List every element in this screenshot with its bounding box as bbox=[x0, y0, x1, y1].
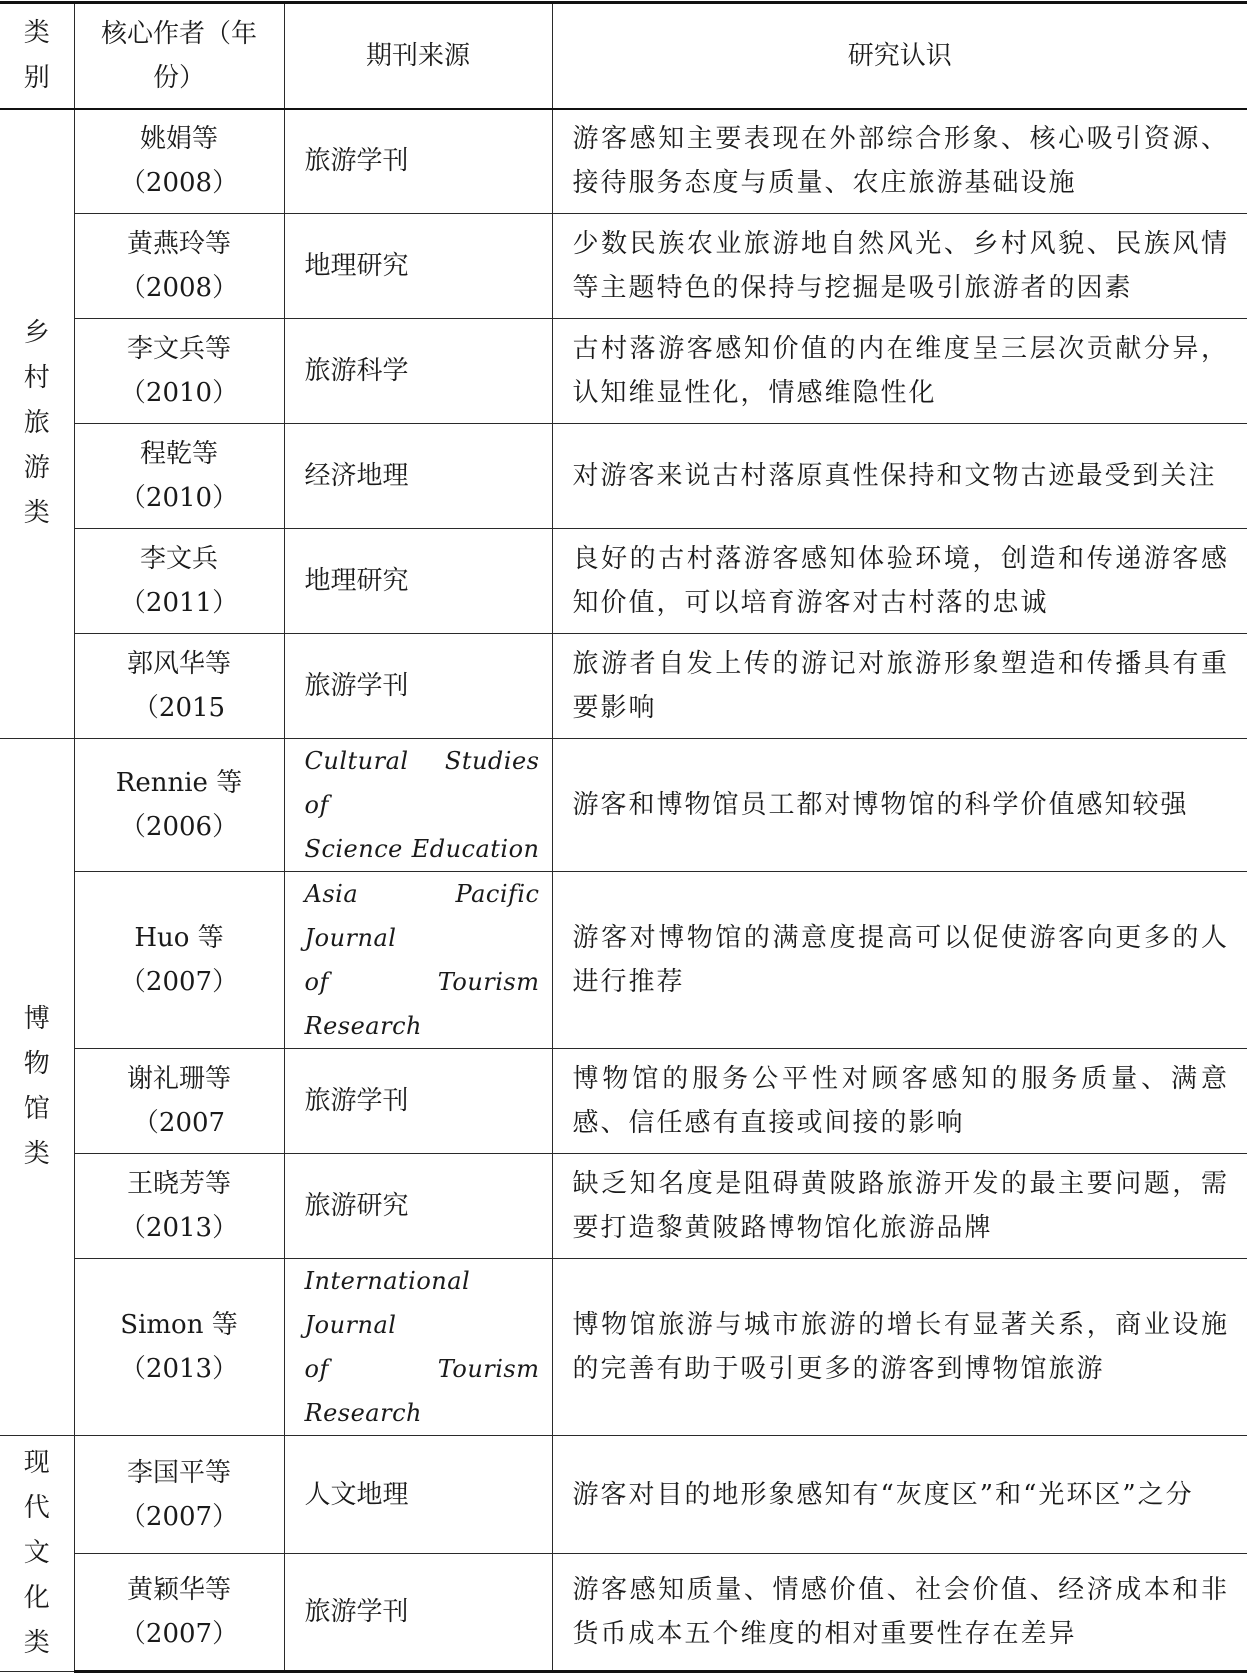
source-cell: 旅游研究 bbox=[284, 1154, 552, 1259]
header-row bbox=[0, 3, 1247, 109]
author-cell: 王晓芳等 （2013） bbox=[74, 1154, 284, 1259]
finding-cell: 古村落游客感知价值的内在维度呈三层次贡献分异，认知维显性化，情感维隐性化 bbox=[552, 319, 1247, 424]
source-cell: 经济地理 bbox=[284, 424, 552, 529]
author-cell: 黄燕玲等 （2008） bbox=[74, 214, 284, 319]
author-cell: 李国平等 （2007） bbox=[74, 1436, 284, 1554]
header-finding: 研究认识 bbox=[552, 3, 1247, 109]
author-cell: 谢礼珊等 （2007 bbox=[74, 1049, 284, 1154]
finding-cell: 博物馆旅游与城市旅游的增长有显著关系，商业设施的完善有助于吸引更多的游客到博物馆旅游 bbox=[552, 1259, 1247, 1436]
author-cell: 程乾等 （2010） bbox=[74, 424, 284, 529]
finding-cell: 博物馆的服务公平性对顾客感知的服务质量、满意感、信任感有直接或间接的影响 bbox=[552, 1049, 1247, 1154]
table-row bbox=[0, 634, 1247, 739]
header-author: 核心作者（年份） bbox=[74, 3, 284, 109]
finding-cell: 游客感知主要表现在外部综合形象、核心吸引资源、接待服务态度与质量、农庄旅游基础设施 bbox=[552, 109, 1247, 214]
finding-cell: 良好的古村落游客感知体验环境，创造和传递游客感知价值，可以培育游客对古村落的忠诚 bbox=[552, 529, 1247, 634]
table-row bbox=[0, 1554, 1247, 1672]
source-cell: Cultural Studies of Science Education bbox=[284, 739, 552, 872]
category-cell-modern-culture: 现代文化类 bbox=[0, 1436, 74, 1672]
table-row bbox=[0, 319, 1247, 424]
finding-cell: 对游客来说古村落原真性保持和文物古迹最受到关注 bbox=[552, 424, 1247, 529]
finding-cell: 游客和博物馆员工都对博物馆的科学价值感知较强 bbox=[552, 739, 1247, 872]
source-cell: 旅游学刊 bbox=[284, 109, 552, 214]
author-cell: 李文兵 （2011） bbox=[74, 529, 284, 634]
finding-cell: 游客对博物馆的满意度提高可以促使游客向更多的人进行推荐 bbox=[552, 872, 1247, 1049]
source-cell: 地理研究 bbox=[284, 529, 552, 634]
header-source: 期刊来源 bbox=[284, 3, 552, 109]
source-cell: 旅游学刊 bbox=[284, 634, 552, 739]
author-cell: 黄颖华等 （2007） bbox=[74, 1554, 284, 1672]
author-cell: Huo 等 （2007） bbox=[74, 872, 284, 1049]
table-row bbox=[0, 1436, 1247, 1554]
finding-cell: 游客感知质量、情感价值、社会价值、经济成本和非货币成本五个维度的相对重要性存在差异 bbox=[552, 1554, 1247, 1672]
category-cell-rural: 乡村旅游类 bbox=[0, 109, 74, 739]
table-row bbox=[0, 214, 1247, 319]
table-row bbox=[0, 529, 1247, 634]
author-cell: 李文兵等 （2010） bbox=[74, 319, 284, 424]
finding-cell: 缺乏知名度是阻碍黄陂路旅游开发的最主要问题，需要打造黎黄陂路博物馆化旅游品牌 bbox=[552, 1154, 1247, 1259]
source-cell: 旅游科学 bbox=[284, 319, 552, 424]
header-category: 类别 bbox=[0, 3, 74, 109]
author-cell: 姚娟等 （2008） bbox=[74, 109, 284, 214]
table-row bbox=[0, 872, 1247, 1049]
literature-table bbox=[0, 1, 1247, 1673]
author-cell: 郭风华等 （2015 bbox=[74, 634, 284, 739]
source-cell: Asia Pacific Journal of Tourism Research bbox=[284, 872, 552, 1049]
finding-cell: 少数民族农业旅游地自然风光、乡村风貌、民族风情等主题特色的保持与挖掘是吸引旅游者的因素 bbox=[552, 214, 1247, 319]
table-row bbox=[0, 1259, 1247, 1436]
table-row bbox=[0, 424, 1247, 529]
source-cell: 地理研究 bbox=[284, 214, 552, 319]
source-cell: 旅游学刊 bbox=[284, 1049, 552, 1154]
table-row bbox=[0, 739, 1247, 872]
author-cell: Rennie 等 （2006） bbox=[74, 739, 284, 872]
finding-cell: 游客对目的地形象感知有“灰度区”和“光环区”之分 bbox=[552, 1436, 1247, 1554]
finding-cell: 旅游者自发上传的游记对旅游形象塑造和传播具有重要影响 bbox=[552, 634, 1247, 739]
category-cell-museum: 博物馆类 bbox=[0, 739, 74, 1436]
author-cell: Simon 等 （2013） bbox=[74, 1259, 284, 1436]
table-row bbox=[0, 109, 1247, 214]
source-cell: International Journal of Tourism Research bbox=[284, 1259, 552, 1436]
table-row bbox=[0, 1049, 1247, 1154]
source-cell: 旅游学刊 bbox=[284, 1554, 552, 1672]
table-row bbox=[0, 1154, 1247, 1259]
source-cell: 人文地理 bbox=[284, 1436, 552, 1554]
